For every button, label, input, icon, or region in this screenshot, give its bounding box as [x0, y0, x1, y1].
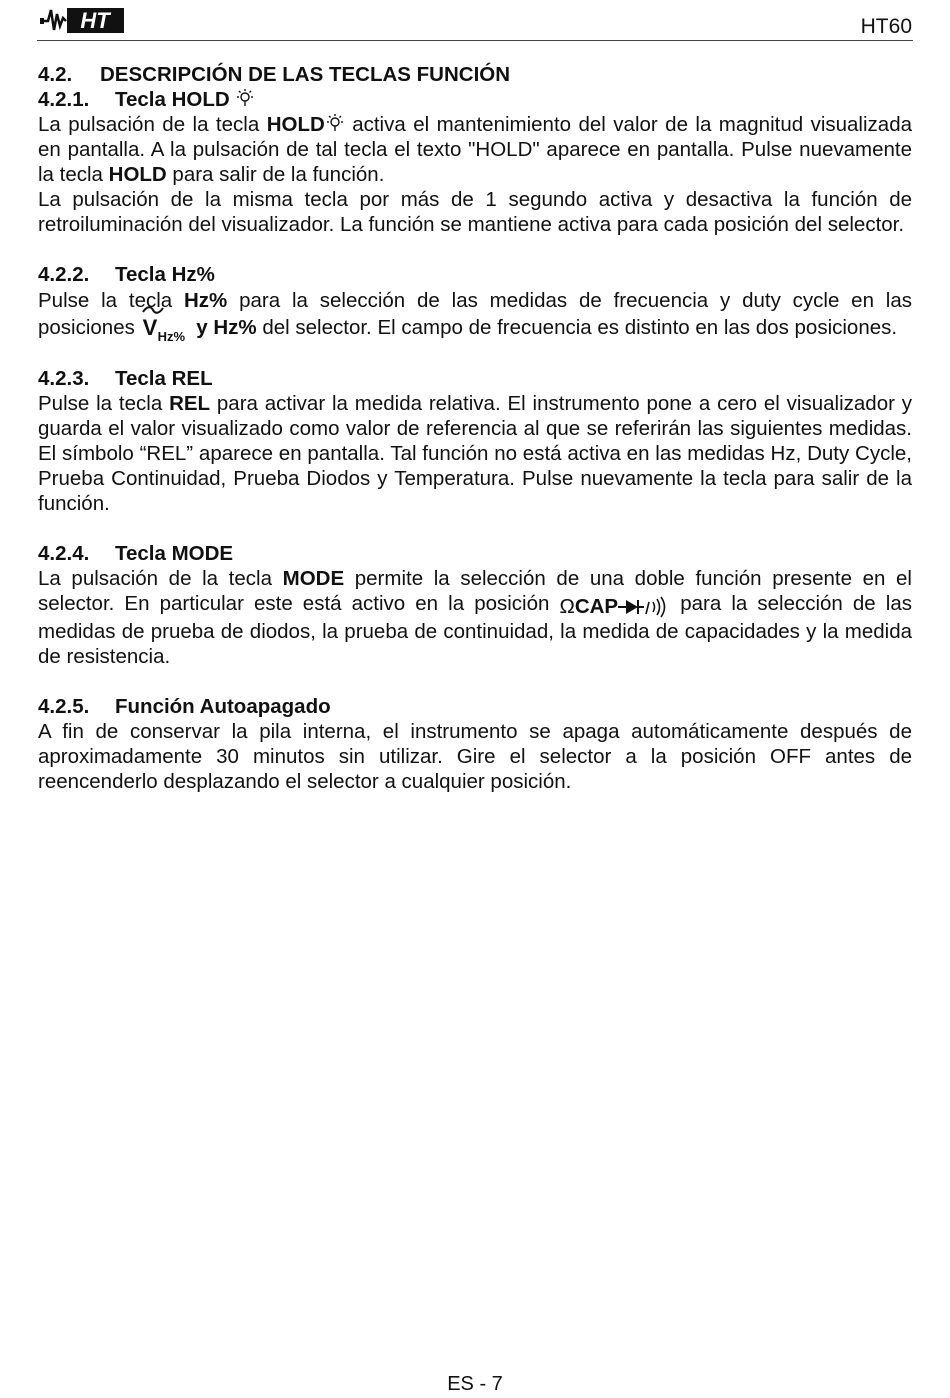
- paragraph-autooff: A fin de conservar la pila interna, el instrumento se apaga automáticamente después de aproximadamente 30 minutos sin utilizar. Gire el selector a la posición OFF antes de reencenderlo desplazando el selector a cualquier posición.: [38, 720, 912, 793]
- subsection-number: 4.2.1.: [38, 88, 90, 111]
- paragraph-mode: La pulsación de la tecla MODE permite la selección de una doble función presente en el selector. En particular este está activo en la posición Ω CAP para la selección de las medidas de prueba de diodos, la prueba de continuidad, la medida de capacidades y la medida de resistencia.: [38, 567, 912, 668]
- ht-logo: [40, 4, 126, 34]
- subsection-heading-autooff: [38, 694, 912, 719]
- section-title: DESCRIPCIÓN DE LAS TECLAS FUNCIÓN: [100, 63, 511, 86]
- backlight-bulb-icon: [325, 113, 345, 133]
- subsection-heading-hold: [38, 87, 912, 112]
- diode-continuity-icon: [618, 596, 670, 618]
- subsection-heading-hz: [38, 262, 912, 287]
- page-number: ES - 7: [447, 1373, 503, 1395]
- paragraph-hz: Pulse la tecla Hz% para la selección de las medidas de frecuencia y duty cycle en las posiciones V Hz% y Hz% del selector. El campo de frecuencia es distinto en las dos posiciones.: [38, 289, 912, 344]
- subsection-title: Tecla HOLD: [115, 88, 230, 111]
- paragraph-hold-1: La pulsación de la tecla HOLD activa el mantenimiento del valor de la magnitud visualizada en pantalla. A la pulsación de tal tecla el texto "HOLD" aparece en pantalla. Pulse nuevamente la tecla HOLD para salir de la función.: [38, 113, 912, 186]
- subsection-heading-mode: [38, 541, 912, 566]
- subsection-title: Función Autoapagado: [115, 695, 331, 718]
- subsection-title: Tecla REL: [115, 367, 213, 390]
- header-rule: [37, 40, 913, 41]
- paragraph-hold-2: La pulsación de la misma tecla por más de 1 segundo activa y desactiva la función de retroiluminación del visualizador. La función se mantiene activa para cada posición del selector.: [38, 188, 912, 236]
- subsection-number: 4.2.5.: [38, 695, 90, 718]
- section-heading: [38, 62, 912, 87]
- ht-logo-icon: [40, 4, 126, 34]
- backlight-bulb-icon: [235, 88, 255, 108]
- document-body: [38, 62, 912, 794]
- subsection-number: 4.2.3.: [38, 367, 90, 390]
- subsection-number: 4.2.4.: [38, 542, 90, 565]
- paragraph-rel: Pulse la tecla REL para activar la medida relativa. El instrumento pone a cero el visualizador y guarda el valor visualizado como valor de referencia al que se referirán las siguientes medidas. El símbolo “REL” aparece en pantalla. Tal función no está activa en las medidas Hz, Duty Cycle, Prueba Continuidad, Prueba Diodos y Temperatura. Pulse nuevamente la tecla para salir de la función.: [38, 392, 913, 515]
- subsection-title: Tecla Hz%: [115, 263, 215, 286]
- subsection-number: 4.2.2.: [38, 263, 90, 286]
- v-hz-selector-symbol: V Hz%: [141, 314, 191, 338]
- subsection-heading-rel: [38, 366, 912, 391]
- model-name: HT60: [860, 15, 912, 38]
- section-number: 4.2.: [38, 63, 73, 86]
- ohm-cap-diode-buzzer-symbol: Ω CAP: [560, 594, 671, 619]
- subsection-title: Tecla MODE: [115, 542, 234, 565]
- svg-text:HT: HT: [80, 8, 110, 33]
